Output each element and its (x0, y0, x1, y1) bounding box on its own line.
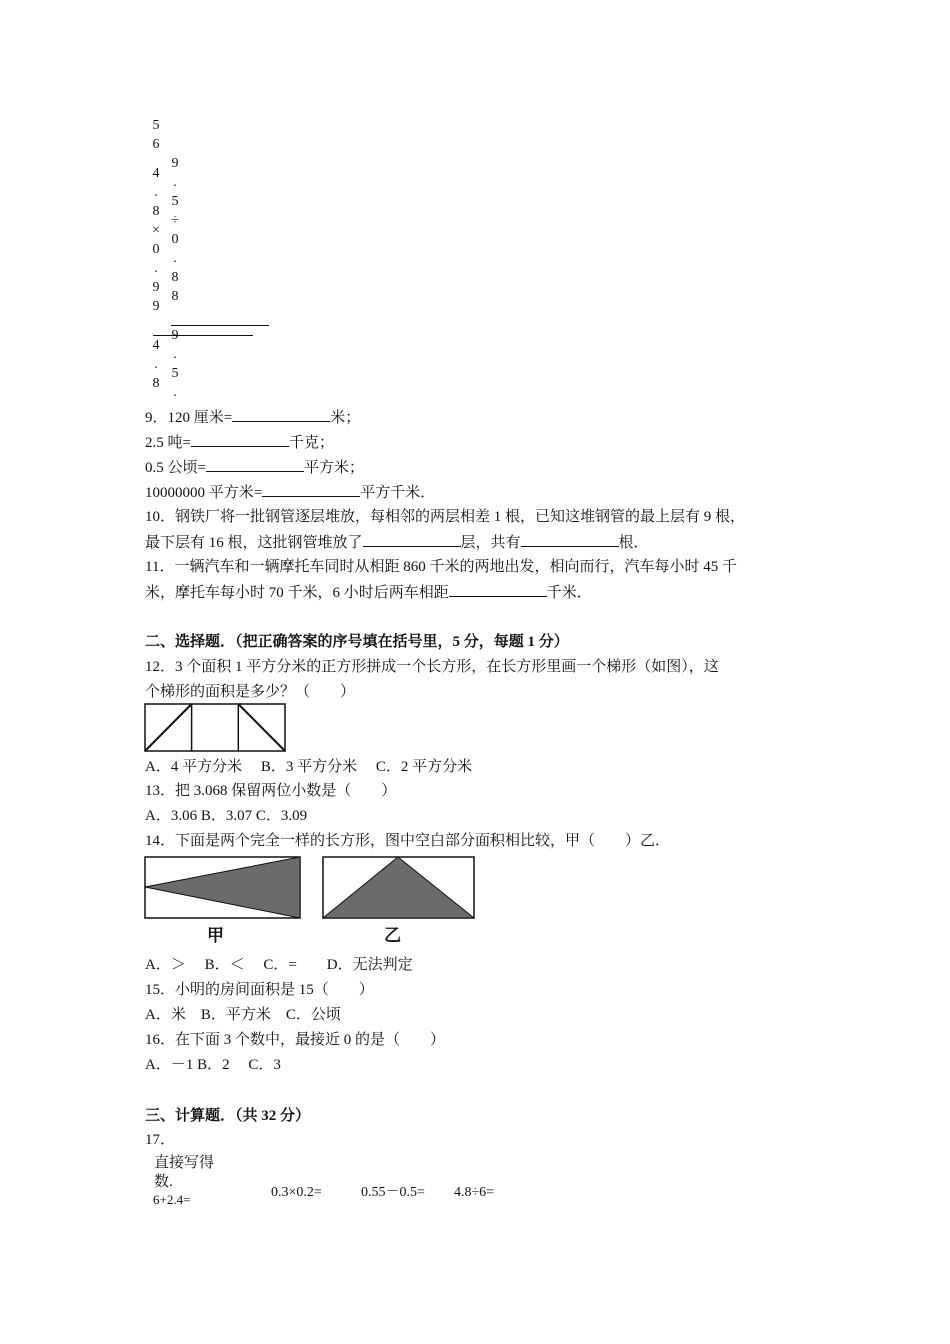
col1-char: . (154, 357, 158, 372)
col2-char: 0 (171, 232, 179, 247)
trapezoid-figure (144, 703, 287, 753)
col2-char: 9 (171, 156, 179, 171)
q13-line1: 13．把 3.068 保留两位小数是（ ） (145, 783, 397, 799)
q17-item-1: 6+2.4= (153, 1192, 191, 1207)
q11-line1: 11．一辆汽车和一辆摩托车同时从相距 860 千米的两地出发，相向而行，汽车每小时 45 千 (145, 559, 737, 575)
col1-char: . (154, 185, 158, 200)
q9-line2: 2.5 吨= 千克； (145, 432, 334, 453)
q17-label-line2: 数. (154, 1174, 173, 1190)
calc-underline-col2 (171, 325, 269, 326)
rectangle-figure-jia (144, 856, 302, 920)
col2-char: . (173, 347, 177, 362)
section2-title: 二、选择题．（把正确答案的序号填在括号里，5 分，每题 1 分） (145, 634, 569, 650)
q15-line1: 15．小明的房间面积是 15（ ） (145, 982, 374, 998)
figure-label-yi: 乙 (384, 926, 401, 946)
answer-blank[interactable] (521, 532, 619, 547)
q17-item-3: 0.55－0.5= (361, 1185, 425, 1200)
answer-blank[interactable] (191, 432, 289, 447)
q10-line2: 最下层有 16 根，这批钢管堆放了 层，共有 根． (145, 532, 649, 553)
q16-options: A．－1 B．2 C．3 (145, 1057, 281, 1073)
col1-char: 5 (152, 118, 160, 133)
col1-char: 6 (152, 137, 160, 152)
answer-blank[interactable] (363, 532, 461, 547)
figure-label-jia: 甲 (207, 926, 224, 946)
q17-label-line1: 直接写得 (154, 1155, 215, 1171)
col2-char: . (173, 251, 177, 266)
col1-char: 4 (152, 338, 160, 353)
col2-char: 5 (171, 194, 179, 209)
q12-options: A．4 平方分米 B．3 平方分米 C．2 平方分米 (145, 759, 473, 775)
q13-options: A．3.06 B．3.07 C．3.09 (145, 808, 308, 824)
col2-char: . (173, 385, 177, 400)
answer-blank[interactable] (262, 482, 360, 497)
col2-char: . (173, 175, 177, 190)
col2-char: 8 (171, 270, 179, 285)
q9-line1: 9．120 厘米= 米； (145, 407, 360, 428)
q14-options: A．＞ B．＜ C．= D．无法判定 (145, 957, 413, 973)
answer-blank[interactable] (449, 582, 547, 597)
q17-item-2: 0.3×0.2= (271, 1185, 322, 1200)
section3-title: 三、计算题．（共 32 分） (145, 1108, 311, 1124)
col1-char: 4 (152, 166, 160, 181)
q9-line4: 10000000 平方米= 平方千米． (145, 482, 435, 503)
col1-char: 9 (152, 299, 160, 314)
q15-options: A．米 B．平方米 C．公顷 (145, 1007, 341, 1023)
calc-underline-col1 (153, 335, 253, 336)
q17-number: 17． (145, 1132, 176, 1148)
col1-char: . (154, 261, 158, 276)
answer-blank[interactable] (206, 457, 304, 472)
col2-char: 5 (171, 366, 179, 381)
col1-char: 8 (152, 376, 160, 391)
col1-char: 8 (152, 204, 160, 219)
col1-char: 9 (152, 280, 160, 295)
answer-blank[interactable] (232, 407, 330, 422)
q9-line3: 0.5 公顷= 平方米； (145, 457, 364, 478)
q12-line2: 个梯形的面积是多少？（ ） (145, 684, 356, 700)
q11-line2: 米，摩托车每小时 70 千米，6 小时后两车相距 千米． (145, 582, 592, 603)
col1-char: 0 (152, 242, 160, 257)
col2-char: 8 (171, 289, 179, 304)
q16-line1: 16．在下面 3 个数中，最接近 0 的是（ ） (145, 1032, 446, 1048)
q10-line1: 10．钢铁厂将一批钢管逐层堆放，每相邻的两层相差 1 根，已知这堆钢管的最上层有 9 根， (145, 509, 746, 525)
col2-char: 9 (171, 328, 179, 343)
rectangle-figure-yi (322, 856, 476, 920)
q14-line1: 14．下面是两个完全一样的长方形，图中空白部分面积相比较，甲（ ）乙． (145, 833, 671, 849)
col1-char: × (152, 223, 160, 238)
col2-char: ÷ (171, 213, 179, 228)
q12-line1: 12．3 个面积 1 平方分米的正方形拼成一个长方形，在长方形里画一个梯形（如图），这 (145, 659, 719, 675)
q17-item-4: 4.8÷6= (454, 1185, 495, 1200)
